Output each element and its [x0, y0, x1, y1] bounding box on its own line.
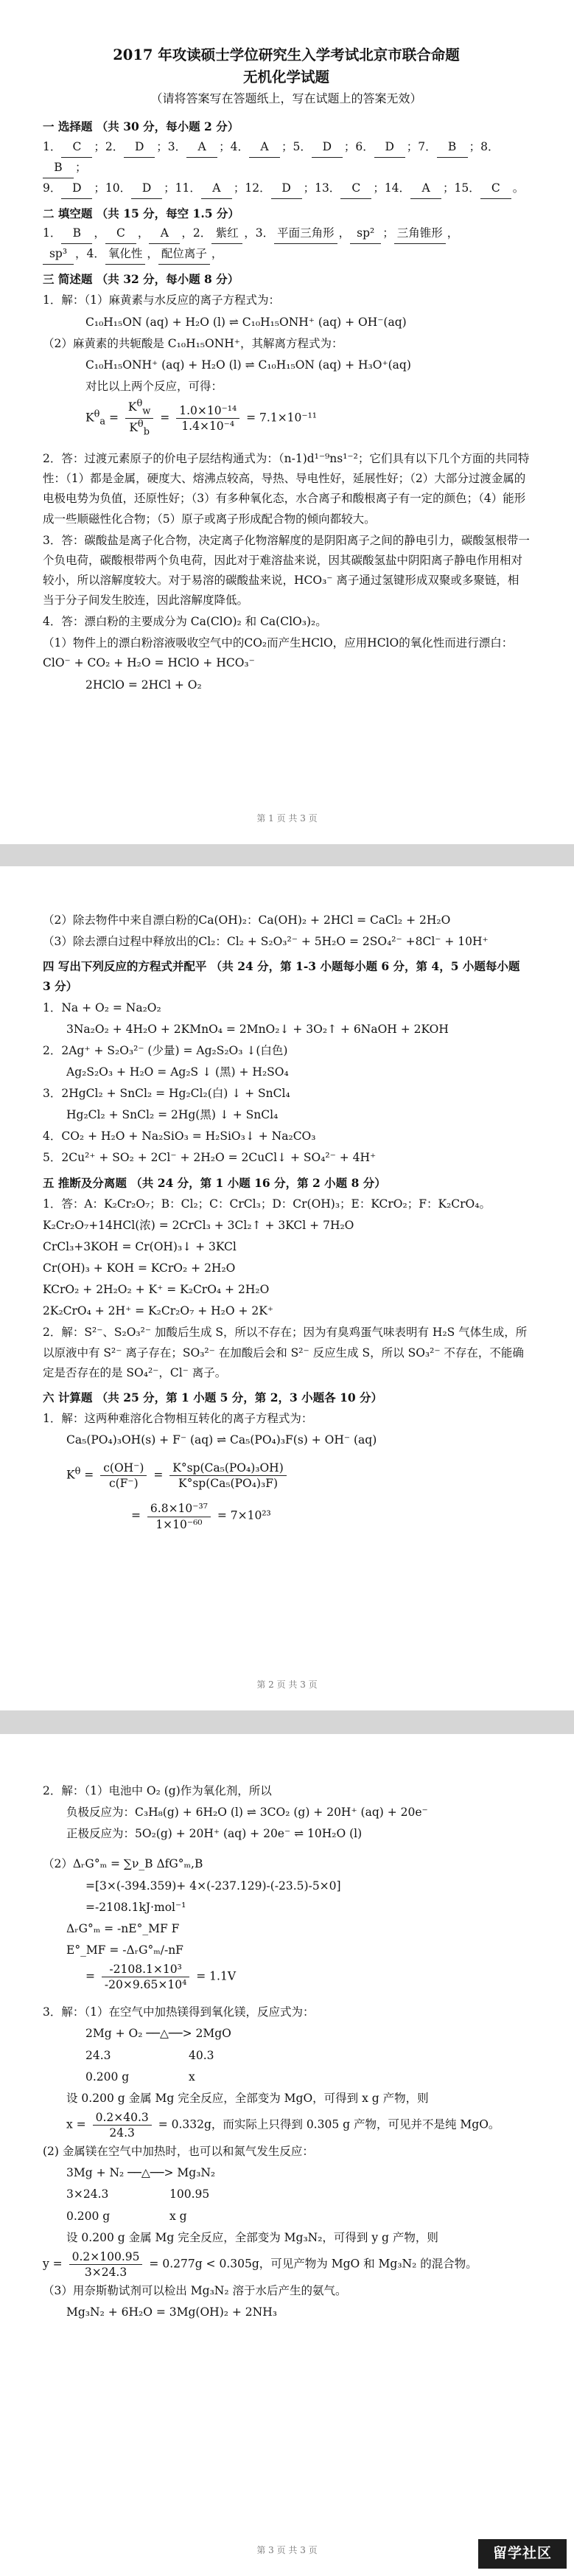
question-number: ；12．	[233, 181, 271, 195]
answer-blank: 配位离子	[158, 244, 210, 265]
s3-q4-part-3: （3）除去漂白过程中释放出的Cl₂：Cl₂ + S₂O₃²⁻ + 5H₂O = 2SO₄²⁻ +8Cl⁻ + 10H⁺	[43, 935, 489, 949]
question-number: ；8．	[469, 139, 500, 153]
question-number: ，	[338, 226, 351, 240]
s6-q3-part-3: （3）用奈斯勒试剂可以检出 Mg₃N₂ 溶于水后产生的氨气。	[43, 2284, 347, 2298]
positive-electrode-reaction: 正极反应为：5O₂(g) + 20H⁺ (aq) + 20e⁻ ⇌ 10H₂O (l)	[66, 1827, 363, 1841]
s6-k-formula: $K^\theta$ = $\frac{c(OH^-)}{c(F^-)}$ = $\frac{\text{K°sp(Ca₅(PO₄)₃OH)}}{\text{K°sp(Ca₅(PO₄)₃F)}}$	[43, 1461, 530, 1491]
s3-q1-part-2: （2）麻黄素的共轭酸是 C₁₀H₁₅ONH⁺，其解离方程式为：	[43, 336, 343, 350]
mg-n2-amounts: 0.200 g x g	[66, 2209, 187, 2223]
answer-blank: A	[249, 137, 280, 158]
question-number: ；14．	[373, 181, 411, 195]
s4-q1a: 1．Na + O₂ = Na₂O₂	[43, 1000, 161, 1014]
question-number: ；11．	[164, 181, 201, 195]
section-1-answers-row-2	[43, 178, 530, 199]
gibbs-line-2: =[3×(-394.359)+ 4×(-237.129)-(-23.5)-5×0]	[85, 1879, 341, 1893]
question-number: ；	[75, 160, 87, 174]
question-number: ，2．	[181, 226, 212, 240]
s5-equation-1: K₂Cr₂O₇+14HCl(浓) = 2CrCl₃ + 3Cl₂↑ + 3KCl + 7H₂O	[43, 1218, 354, 1232]
answer-blank: B	[61, 223, 92, 244]
s6-q3-part-2: (2) 金属镁在空气中加热时，也可以和氮气发生反应：	[43, 2145, 314, 2159]
mg3n2-hydrolysis: Mg₃N₂ + 6H₂O = 3Mg(OH)₂ + 2NH₃	[66, 2305, 277, 2319]
answer-blank: B	[43, 158, 74, 178]
s6-q2: 2．解：（1）电池中 O₂ (g)作为氧化剂，所以	[43, 1784, 272, 1797]
negative-electrode-reaction: 负极反应为：C₃H₈(g) + 6H₂O (l) ⇌ 3CO₂ (g) + 20H⁺ (aq) + 20e⁻	[66, 1806, 428, 1820]
section-1-answers-row-1	[43, 137, 530, 178]
site-watermark-logo: 留学社区	[478, 2539, 567, 2569]
s4-q1b: 3Na₂O₂ + 4H₂O + 2KMnO₄ = 2MnO₂↓ + 3O₂↑ + 6NaOH + 2KOH	[66, 1022, 449, 1036]
s6-k-result: = $\frac{\text{6.8×10⁻³⁷}}{\text{1×10⁻⁶⁰}}$ = 7×10²³	[131, 1502, 271, 1531]
question-number: ，	[147, 247, 158, 261]
page-footer: 第 1 页 共 3 页	[256, 813, 318, 824]
question-number: ；13．	[303, 181, 341, 195]
s4-q2b: Ag₂S₂O₃ + H₂O = Ag₂S ↓ (黑) + H₂SO₄	[66, 1065, 289, 1079]
answer-blank: A	[186, 137, 217, 158]
s3-q1-equation-1: C₁₀H₁₅ON (aq) + H₂O (l) ⇌ C₁₀H₁₅ONH⁺ (aq) + OH⁻(aq)	[85, 315, 407, 329]
s6-q1-equation: Ca₅(PO₄)₃OH(s) + F⁻ (aq) ⇌ Ca₅(PO₄)₃F(s) + OH⁻ (aq)	[66, 1433, 377, 1447]
section-3-heading: 三 简述题 （共 32 分，每小题 8 分）	[43, 272, 239, 287]
page-2	[0, 866, 574, 1710]
question-number: 。	[512, 181, 525, 195]
mg-n2-masses: 3×24.3 100.95	[66, 2187, 210, 2201]
page-3	[0, 1734, 574, 2576]
s3-q4-equation: 2HClO = 2HCl + O₂	[85, 678, 202, 692]
answer-blank: A	[149, 223, 180, 244]
s3-q3: 3．答：碳酸盐是离子化合物，决定离子化物溶解度的是阴阳离子之间的静电引力，碳酸氢根带一个负电荷，碳酸根带两个负电荷，因此对于难溶盐来说，因其碳酸氢盐中阴阳离子静电作用相对较小，所以溶解度较大。对于易溶的碳酸盐来说，HCO₃⁻ 离子通过氢键形成双聚或多聚链，相当于分子间发生胶连，因此溶解度降低。	[43, 533, 530, 608]
s5-equation-4: KCrO₂ + 2H₂O₂ + K⁺ = K₂CrO₄ + 2H₂O	[43, 1283, 270, 1297]
question-number: ；7．	[406, 139, 437, 153]
s5-q2: 2．解：S²⁻、S₂O₃²⁻ 加酸后生成 S，所以不存在；因为有臭鸡蛋气味表明有 H₂S 气体生成，所以原液中有 S²⁻ 离子存在；SO₃²⁻ 在加酸后会和 S²⁻ 反应生成 S，所以 SO₃²⁻ 不存在，不能确定是否存在的是 SO₄²⁻，Cl⁻ 离子。	[43, 1326, 528, 1379]
s3-q4-part-2: （2）除去物件中来自漂白粉的Ca(OH)₂：Ca(OH)₂ + 2HCl = CaCl₂ + 2H₂O	[43, 913, 451, 927]
answer-blank: C	[480, 178, 511, 199]
answer-blank: C	[61, 137, 92, 158]
answer-blank: D	[131, 178, 162, 199]
question-number: ；15．	[443, 181, 480, 195]
page-footer: 第 3 页 共 3 页	[256, 2545, 318, 2555]
question-number: ，	[137, 226, 150, 240]
section-4-heading: 四 写出下列反应的方程式并配平 （共 24 分，第 1-3 小题每小题 6 分，第 4，5 小题每小题 3 分）	[43, 959, 520, 994]
answer-blank: 氧化性	[105, 244, 146, 265]
question-number: ；4．	[219, 139, 249, 153]
section-6-heading: 六 计算题 （共 25 分，第 1 小题 5 分，第 2，3 小题各 10 分）	[43, 1390, 383, 1404]
answer-blank: D	[374, 137, 405, 158]
answer-blank: D	[271, 178, 302, 199]
question-number: ，	[94, 226, 105, 240]
question-number: ；2．	[94, 139, 125, 153]
x-calculation: x = $\frac{0.2\times 40.3}{24.3}$ = 0.332g，而实际上只得到 0.305 g 产物，可见并不是纯 MgO。	[66, 2110, 500, 2140]
s4-q5: 5．2Cu²⁺ + SO₂ + 2Cl⁻ + 2H₂O = 2CuCl↓ + SO₄²⁻ + 4H⁺	[43, 1151, 377, 1165]
s4-q4: 4．CO₂ + H₂O + Na₂SiO₃ = H₂SiO₃↓ + Na₂CO₃	[43, 1129, 316, 1143]
page-footer: 第 2 页 共 3 页	[256, 1679, 318, 1690]
answer-blank: 平面三角形	[274, 223, 337, 244]
answer-blank: D	[61, 178, 92, 199]
answer-blank: sp²	[350, 223, 381, 244]
answer-blank: D	[124, 137, 155, 158]
answer-blank: C	[105, 223, 136, 244]
exam-title: 2017 年攻读硕士学位研究生入学考试北京市联合命题	[113, 46, 460, 63]
question-number: 1．	[43, 139, 62, 153]
question-number: ；	[382, 226, 394, 240]
section-2-answers-row-2	[43, 244, 530, 265]
question-number: 1．	[43, 226, 62, 240]
question-number: ，3．	[244, 226, 275, 240]
mg-n2-explanation: 设 0.200 g 金属 Mg 完全反应，全部变为 Mg₃N₂，可得到 y g 产物，则	[66, 2230, 438, 2244]
s3-q4-part-1: （1）物件上的漂白粉溶液吸收空气中的CO₂而产生HClO，应用HClO的氧化性而进行漂白：ClO⁻ + CO₂ + H₂O = HClO + HCO₃⁻	[43, 636, 514, 670]
answer-blank: B	[437, 137, 468, 158]
gibbs-line-5: E°_MF = -ΔᵣG°ₘ/-nF	[66, 1943, 183, 1957]
mg-o2-explanation: 设 0.200 g 金属 Mg 完全反应，全部变为 MgO，可得到 x g 产物，则	[66, 2091, 429, 2105]
exam-subtitle: 无机化学试题	[242, 69, 329, 86]
mg-o2-amounts: 0.200 g x	[85, 2069, 195, 2084]
s3-q1-part-3: 对比以上两个反应，可得：	[85, 379, 223, 393]
gibbs-line-1: （2）ΔᵣG°ₘ = ∑ν_B ΔfG°ₘ,B	[43, 1857, 203, 1871]
s3-q1: 1．解：（1）麻黄素与水反应的离子方程式为：	[43, 293, 280, 307]
s3-q2: 2．答：过渡元素原子的价电子层结构通式为：（n-1)d¹⁻⁹ns¹⁻²；它们具有以下几个方面的共同特性：（1）都是金属，硬度大、熔沸点较高，导热、导电性好，延展性好；（2）大部分过渡金属的电极电势为负值，还原性好；（3）有多种氧化态，水合离子和酸根离子有一定的颜色；（4）能形成一些顺磁性化合物；（5）原子或离子形成配合物的倾向都较大。	[43, 452, 530, 526]
answer-blank: sp³	[43, 244, 74, 265]
mg-n2-reaction: 3Mg + N₂ ──△──> Mg₃N₂	[66, 2166, 216, 2180]
section-2-answers-row-1	[43, 223, 530, 244]
answer-blank: 紫红	[211, 223, 242, 244]
mg-o2-reaction: 2Mg + O₂ ──△──> 2MgO	[85, 2027, 231, 2041]
gibbs-line-6: = $\frac{\text{-2108.1×10³}}{\text{-20×9.65×10⁴}}$ = 1.1V	[85, 1963, 237, 1992]
s6-q3: 3．解：（1）在空气中加热镁得到氧化镁，反应式为：	[43, 2005, 315, 2019]
s5-equation-5: 2K₂CrO₄ + 2H⁺ = K₂Cr₂O₇ + H₂O + 2K⁺	[43, 1304, 274, 1318]
gibbs-line-3: =-2108.1kJ·mol⁻¹	[85, 1900, 186, 1914]
gibbs-line-4: ΔᵣG°ₘ = -nE°_MF F	[66, 1921, 180, 1935]
s3-q1-ka-formula: $K^\theta_a$ = $\frac{K^\theta_w}{K^\theta_b}$ = $\frac{\text{1.0×10⁻¹⁴}}{\text{1.4×10⁻⁴}}$ = 7.1×10⁻¹¹	[85, 398, 318, 438]
mg-o2-masses: 24.3 40.3	[85, 2048, 214, 2062]
exam-notice: （请将答案写在答题纸上，写在试题上的答案无效）	[150, 91, 422, 106]
answer-blank: D	[312, 137, 343, 158]
answer-blank: A	[410, 178, 441, 199]
question-number: ；3．	[156, 139, 187, 153]
s5-equation-3: Cr(OH)₃ + KOH = KCrO₂ + 2H₂O	[43, 1261, 236, 1275]
question-number: ；10．	[94, 181, 132, 195]
s6-q1: 1．解：这两种难溶化合物相互转化的离子方程式为：	[43, 1411, 313, 1425]
question-number: ，	[211, 247, 223, 261]
s5-equation-2: CrCl₃+3KOH = Cr(OH)₃↓ + 3KCl	[43, 1239, 237, 1253]
page-1	[0, 0, 574, 844]
s4-q2a: 2．2Ag⁺ + S₂O₃²⁻ (少量) = Ag₂S₂O₃ ↓(白色)	[43, 1043, 288, 1057]
s4-q3b: Hg₂Cl₂ + SnCl₂ = 2Hg(黑) ↓ + SnCl₄	[66, 1108, 279, 1122]
s3-q1-equation-2: C₁₀H₁₅ONH⁺ (aq) + H₂O (l) ⇌ C₁₀H₁₅ON (aq) + H₃O⁺(aq)	[85, 358, 411, 372]
question-number: 9．	[43, 181, 62, 195]
s4-q3a: 3．2HgCl₂ + SnCl₂ = Hg₂Cl₂(白) ↓ + SnCl₄	[43, 1087, 290, 1100]
question-number: ；6．	[343, 139, 374, 153]
question-number: ，	[447, 226, 459, 240]
section-1-heading: 一 选择题 （共 30 分，每小题 2 分）	[43, 119, 239, 134]
answer-blank: C	[340, 178, 371, 199]
y-calculation: y = $\frac{0.2\times 100.95}{3\times 24.3}$ = 0.277g < 0.305g，可见产物为 MgO 和 Mg₃N₂ 的混合物。	[43, 2249, 477, 2279]
question-number: ；5．	[281, 139, 312, 153]
question-number: ，4．	[75, 247, 105, 261]
s5-q1: 1．答：A：K₂Cr₂O₇；B：Cl₂；C：CrCl₃；D：Cr(OH)₃；E：KCrO₂；F：K₂CrO₄。	[43, 1197, 491, 1211]
s3-q4: 4．答：漂白粉的主要成分为 Ca(ClO)₂ 和 Ca(ClO₃)₂。	[43, 615, 327, 629]
answer-blank: A	[201, 178, 232, 199]
answer-blank: 三角锥形	[394, 223, 446, 244]
section-5-heading: 五 推断及分离题 （共 24 分，第 1 小题 16 分，第 2 小题 8 分）	[43, 1175, 386, 1190]
section-2-heading: 二 填空题 （共 15 分，每空 1.5 分）	[43, 206, 239, 220]
